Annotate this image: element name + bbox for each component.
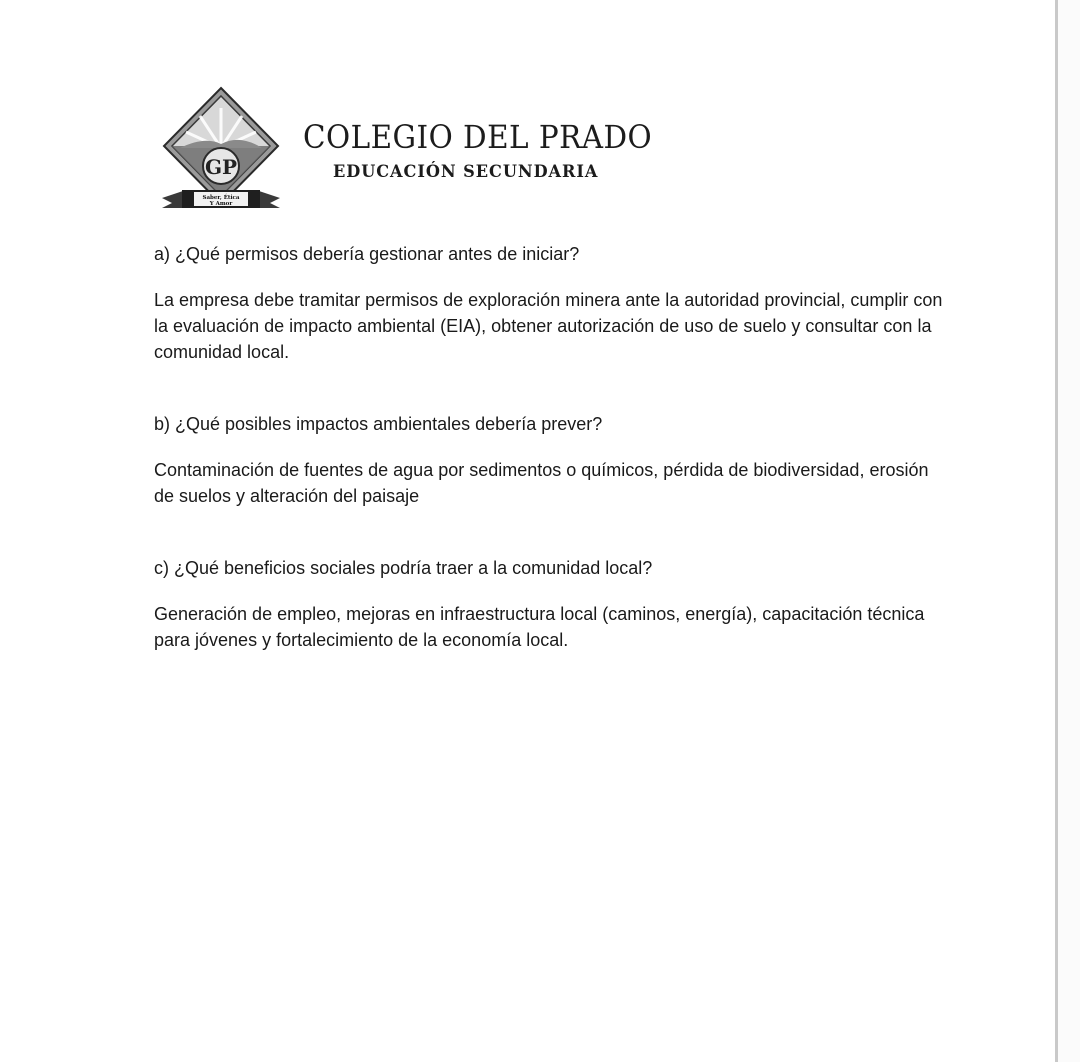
viewer-background	[1058, 0, 1080, 1062]
school-logo	[160, 86, 282, 210]
logo-initials: GP	[204, 155, 238, 179]
school-subtitle: EDUCACIÓN SECUNDARIA	[333, 162, 599, 182]
school-name: COLEGIO DEL PRADO	[303, 118, 653, 156]
section-b	[154, 411, 944, 509]
question-text: b) ¿Qué posibles impactos ambientales debería prever?	[154, 414, 603, 434]
logo-motto-line1: Saber, Ética	[202, 195, 240, 201]
answer-text: Contaminación de fuentes de agua por sedimentos o químicos, pérdida de biodiversidad, erosión de suelos y alteración del paisaje	[154, 460, 929, 506]
question-text: c) ¿Qué beneficios sociales podría traer a la comunidad local?	[154, 558, 653, 578]
section-a	[154, 241, 944, 365]
section-c	[154, 555, 944, 653]
document-body	[154, 241, 944, 653]
logo-motto-line2: Y Amor	[209, 201, 233, 207]
letterhead	[160, 86, 720, 212]
question-text: a) ¿Qué permisos debería gestionar antes de iniciar?	[154, 244, 580, 264]
answer-text: La empresa debe tramitar permisos de exploración minera ante la autoridad provincial, cumplir con la evaluación de impacto ambiental (EIA), obtener autorización de uso de suelo y consultar con la comunidad local.	[154, 290, 943, 362]
answer-text: Generación de empleo, mejoras en infraestructura local (caminos, energía), capacitación técnica para jóvenes y fortalecimiento de la economía local.	[154, 604, 925, 650]
